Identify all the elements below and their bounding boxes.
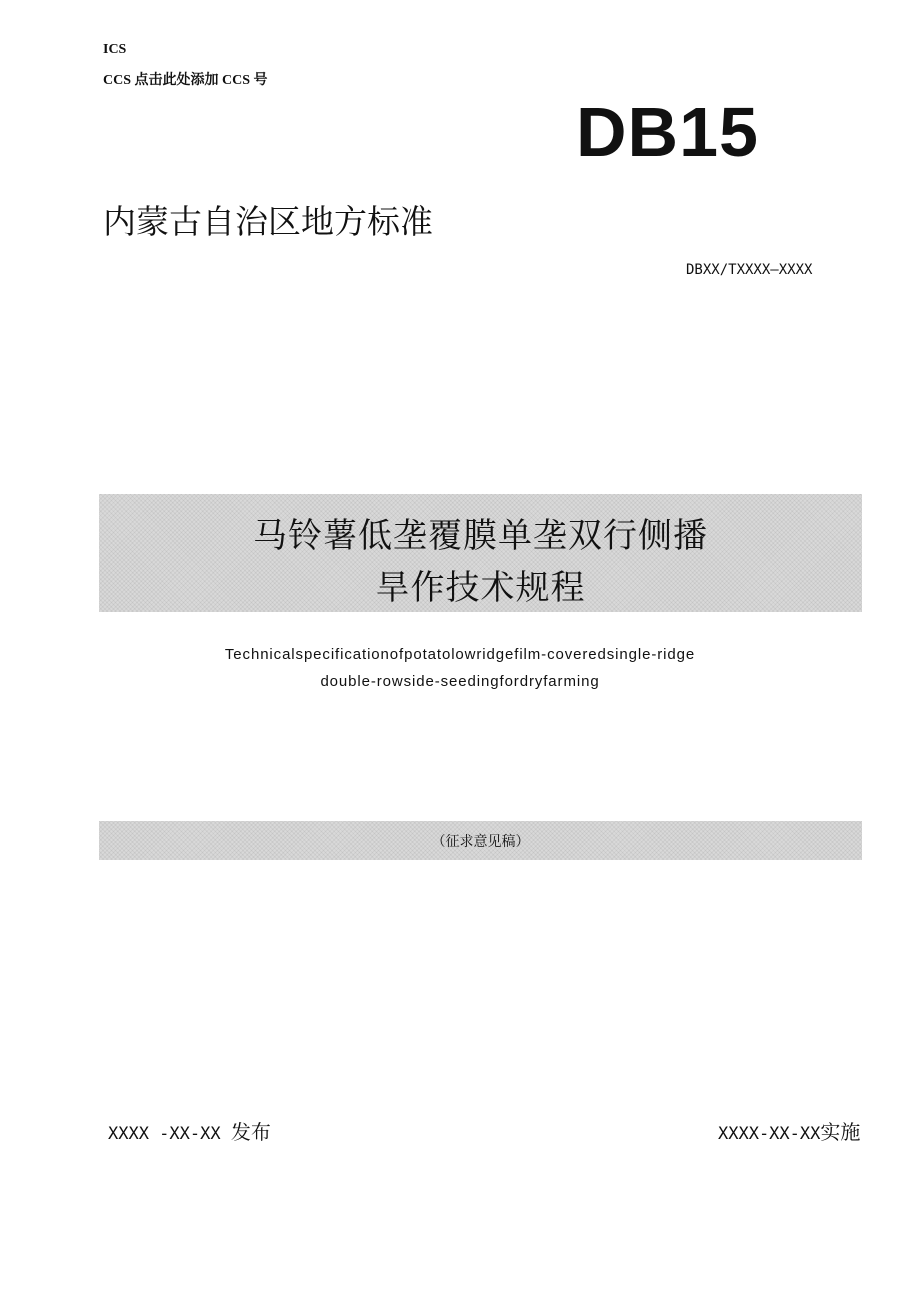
issue-label: 发布 xyxy=(230,1120,271,1144)
ics-label: ICS xyxy=(103,42,127,57)
implementation-date-line xyxy=(718,1116,860,1145)
region-standard-title: 内蒙古自治区地方标准 xyxy=(103,202,433,241)
draft-band xyxy=(99,821,862,860)
standard-code: DB15 xyxy=(576,93,759,171)
ccs-label[interactable]: CCS 点击此处添加 CCS 号 xyxy=(103,73,268,88)
implementation-date: XXXX-XX-XX xyxy=(718,1124,821,1144)
issue-date: XXXX -XX-XX xyxy=(108,1124,221,1144)
title-band xyxy=(99,494,862,612)
document-number: DBXX/TXXXX—XXXX xyxy=(686,262,813,278)
issue-date-line xyxy=(108,1116,271,1145)
title-line-1: 马铃薯低垄覆膜单垄双行侧播 xyxy=(253,516,708,556)
implementation-label: 实施 xyxy=(820,1120,861,1144)
title-line-2: 旱作技术规程 xyxy=(375,568,586,608)
english-title-line-2: double-rowside-seedingfordryfarming xyxy=(320,673,600,690)
draft-label: （征求意见稿） xyxy=(431,834,530,850)
english-title-line-1: Technicalspecificationofpotatolowridgefilm-coveredsingle-ridge xyxy=(224,646,696,663)
